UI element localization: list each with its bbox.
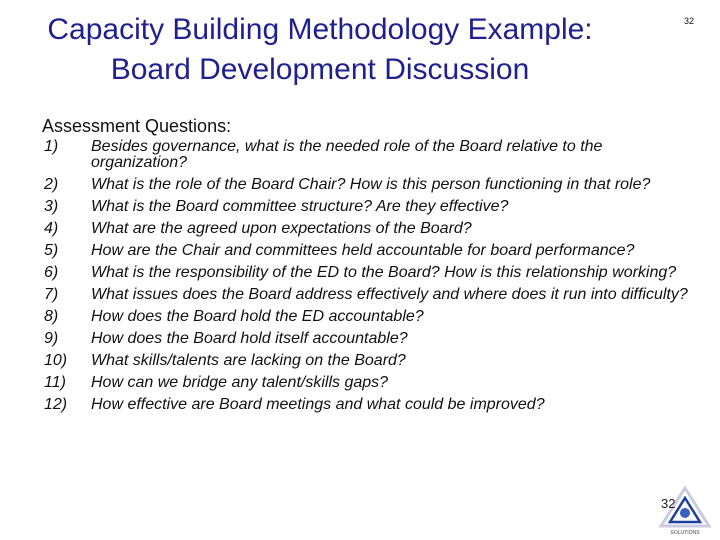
slide-title-line-1: Capacity Building Methodology Example:	[47, 13, 593, 46]
question-item	[44, 353, 694, 369]
question-text: How does the Board hold itself accountable?	[91, 330, 408, 347]
question-text: Besides governance, what is the needed role of the Board relative to the organization?	[91, 138, 603, 171]
question-item	[44, 397, 694, 413]
question-item	[44, 375, 694, 391]
question-number: 2)	[44, 176, 59, 193]
question-item	[44, 139, 694, 171]
question-number: 4)	[44, 220, 59, 237]
question-number: 11)	[44, 374, 66, 391]
question-number: 3)	[44, 198, 59, 215]
question-item	[44, 177, 694, 193]
question-item	[44, 243, 694, 259]
company-logo-icon	[658, 486, 712, 536]
question-text: How are the Chair and committees held accountable for board performance?	[91, 242, 635, 259]
question-text: How does the Board hold the ED accountable?	[91, 308, 424, 325]
question-list	[44, 139, 694, 419]
question-text: What skills/talents are lacking on the Board?	[91, 352, 406, 369]
question-item	[44, 287, 694, 303]
question-item	[44, 309, 694, 325]
question-text: What is the role of the Board Chair? How is this person functioning in that role?	[91, 176, 651, 193]
question-number: 5)	[44, 242, 59, 259]
page-number-top: 32	[684, 16, 695, 26]
logo-text: SOLUTIONS	[670, 530, 700, 536]
slide-title	[20, 10, 620, 90]
question-number: 12)	[44, 396, 68, 413]
question-number: 1)	[44, 138, 59, 155]
question-item	[44, 265, 694, 281]
page-number-bottom: 32	[661, 496, 676, 511]
question-text: What is the Board committee structure? Are they effective?	[91, 198, 509, 215]
question-item	[44, 331, 694, 347]
question-text: What is the responsibility of the ED to the Board? How is this relationship working?	[91, 264, 677, 281]
question-text: How effective are Board meetings and what could be improved?	[91, 396, 545, 413]
question-number: 6)	[44, 264, 59, 281]
question-number: 8)	[44, 308, 59, 325]
question-text: What issues does the Board address effectively and where does it run into difficulty?	[91, 286, 688, 303]
question-text: How can we bridge any talent/skills gaps?	[91, 374, 389, 391]
question-item	[44, 221, 694, 237]
question-number: 10)	[44, 352, 68, 369]
question-item	[44, 199, 694, 215]
question-number: 7)	[44, 286, 59, 303]
assessment-heading: Assessment Questions:	[42, 116, 232, 136]
slide-title-line-2: Board Development Discussion	[110, 53, 530, 86]
question-text: What are the agreed upon expectations of the Board?	[91, 220, 472, 237]
question-number: 9)	[44, 330, 59, 347]
